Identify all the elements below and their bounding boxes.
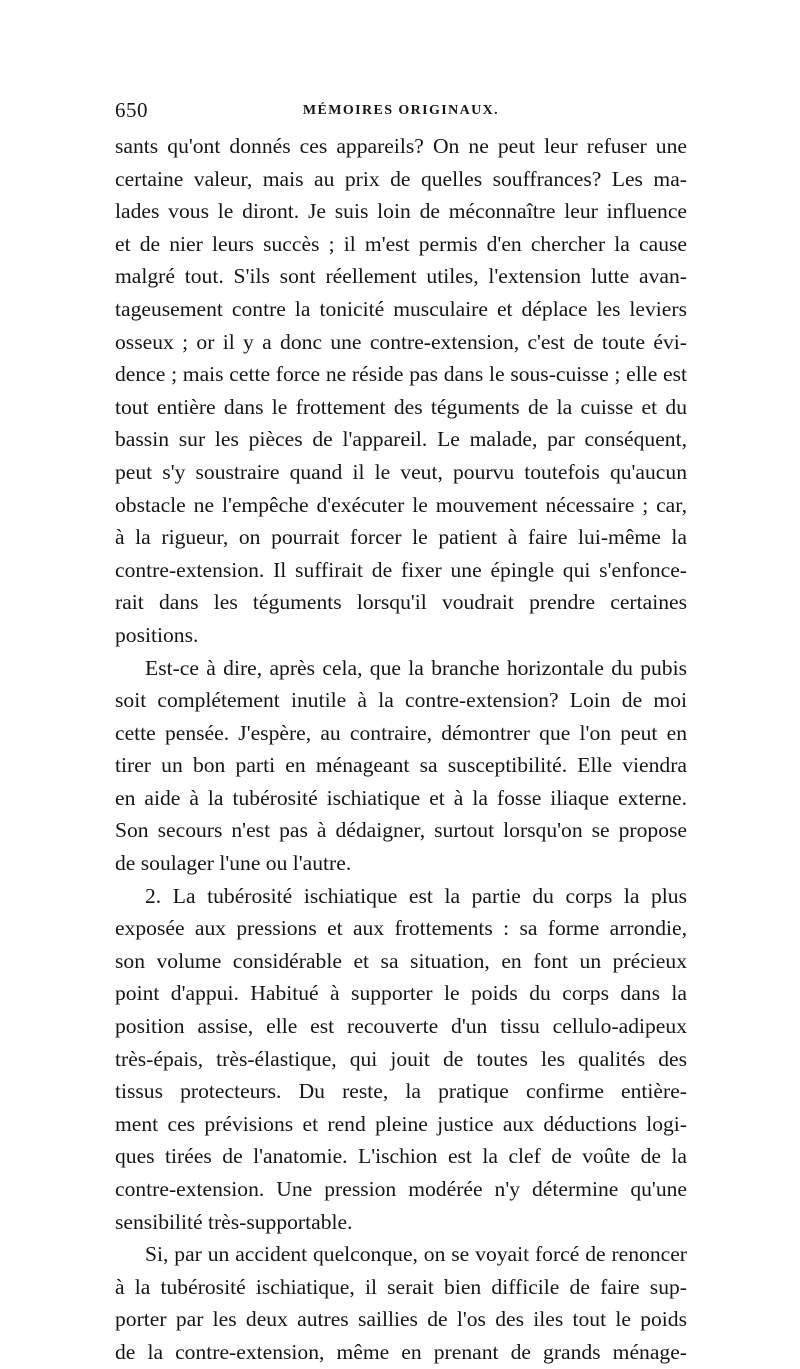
paragraph	[115, 652, 687, 880]
text-line: cette pensée. J'espère, au contraire, démontrer que l'on peut en	[115, 720, 687, 745]
text-line: tirer un bon parti en ménageant sa susceptibilité. Elle viendra	[115, 753, 687, 778]
text-line: contre-extension. Une pression modérée n'y détermine qu'une	[115, 1177, 687, 1201]
text-line: ques tirées de l'anatomie. L'ischion est la clef de voûte de la	[115, 1144, 687, 1169]
text-line: Si, par un accident quelconque, on se voyait forcé de renoncer	[145, 1242, 687, 1267]
text-line: soit complétement inutile à la contre-extension? Loin de moi	[115, 688, 687, 713]
text-line: malgré tout. S'ils sont réellement utiles, l'extension lutte avan-	[115, 264, 687, 289]
text-line: peut s'y soustraire quand il le veut, pourvu toutefois qu'aucun	[115, 459, 687, 484]
text-line: en aide à la tubérosité ischiatique et à la fosse iliaque externe.	[115, 785, 687, 810]
text-line: rait dans les téguments lorsqu'il voudrait prendre certaines	[115, 590, 687, 615]
text-line: sants qu'ont donnés ces appareils? On ne peut leur refuser une	[115, 134, 687, 158]
text-line: très-épais, très-élastique, qui jouit de toutes les qualités des	[115, 1046, 687, 1071]
text-line: à la rigueur, on pourrait forcer le patient à faire lui-même la	[115, 525, 687, 550]
text-line: sensibilité très-supportable.	[115, 1209, 353, 1234]
text-line: de soulager l'une ou l'autre.	[115, 851, 352, 876]
text-line: Est-ce à dire, après cela, que la branche horizontale du pubis	[145, 655, 687, 680]
text-line: certaine valeur, mais au prix de quelles souffrances? Les ma-	[115, 166, 687, 191]
text-line: exposée aux pressions et aux frottements : sa forme arrondie,	[115, 916, 687, 941]
text-line: porter par les deux autres saillies de l'os des iles tout le poids	[115, 1307, 687, 1332]
text-line: obstacle ne l'empêche d'exécuter le mouvement nécessaire ; car,	[115, 492, 687, 517]
text-line: position assise, elle est recouverte d'un tissu cellulo-adipeux	[115, 1014, 687, 1039]
text-line: et de nier leurs succès ; il m'est permis d'en chercher la cause	[115, 231, 687, 256]
page-header	[115, 98, 687, 128]
text-line: bassin sur les pièces de l'appareil. Le malade, par conséquent,	[115, 427, 687, 452]
paragraph	[115, 1238, 687, 1368]
paragraph	[115, 130, 687, 652]
text-line: tout entière dans le frottement des téguments de la cuisse et du	[115, 394, 687, 419]
text-line: à la tubérosité ischiatique, il serait bien difficile de faire sup-	[115, 1274, 687, 1299]
paragraph	[115, 880, 687, 1239]
text-line: tissus protecteurs. Du reste, la pratique confirme entière-	[115, 1079, 687, 1104]
text-line: ment ces prévisions et rend pleine justice aux déductions logi-	[115, 1111, 687, 1136]
text-line: osseux ; or il y a donc une contre-extension, c'est de toute évi-	[115, 329, 687, 354]
text-line: lades vous le diront. Je suis loin de méconnaître leur influence	[115, 199, 687, 224]
text-line: son volume considérable et sa situation, en font un précieux	[115, 948, 687, 973]
text-line: 2. La tubérosité ischiatique est la partie du corps la plus	[145, 883, 687, 908]
running-title: MÉMOIRES ORIGINAUX.	[302, 103, 500, 118]
text-line: positions.	[115, 622, 199, 647]
text-line: tageusement contre la tonicité musculaire et déplace les leviers	[115, 296, 687, 321]
text-line: contre-extension. Il suffirait de fixer une épingle qui s'enfonce-	[115, 557, 687, 582]
text-line: de la contre-extension, même en prenant de grands ménage-	[115, 1339, 687, 1364]
text-line: dence ; mais cette force ne réside pas dans le sous-cuisse ; elle est	[115, 362, 687, 387]
text-line: Son secours n'est pas à dédaigner, surtout lorsqu'on se propose	[115, 818, 687, 843]
body-text	[115, 130, 687, 1369]
page-number: 650	[115, 98, 148, 122]
text-line: point d'appui. Habitué à supporter le poids du corps dans la	[115, 981, 687, 1006]
